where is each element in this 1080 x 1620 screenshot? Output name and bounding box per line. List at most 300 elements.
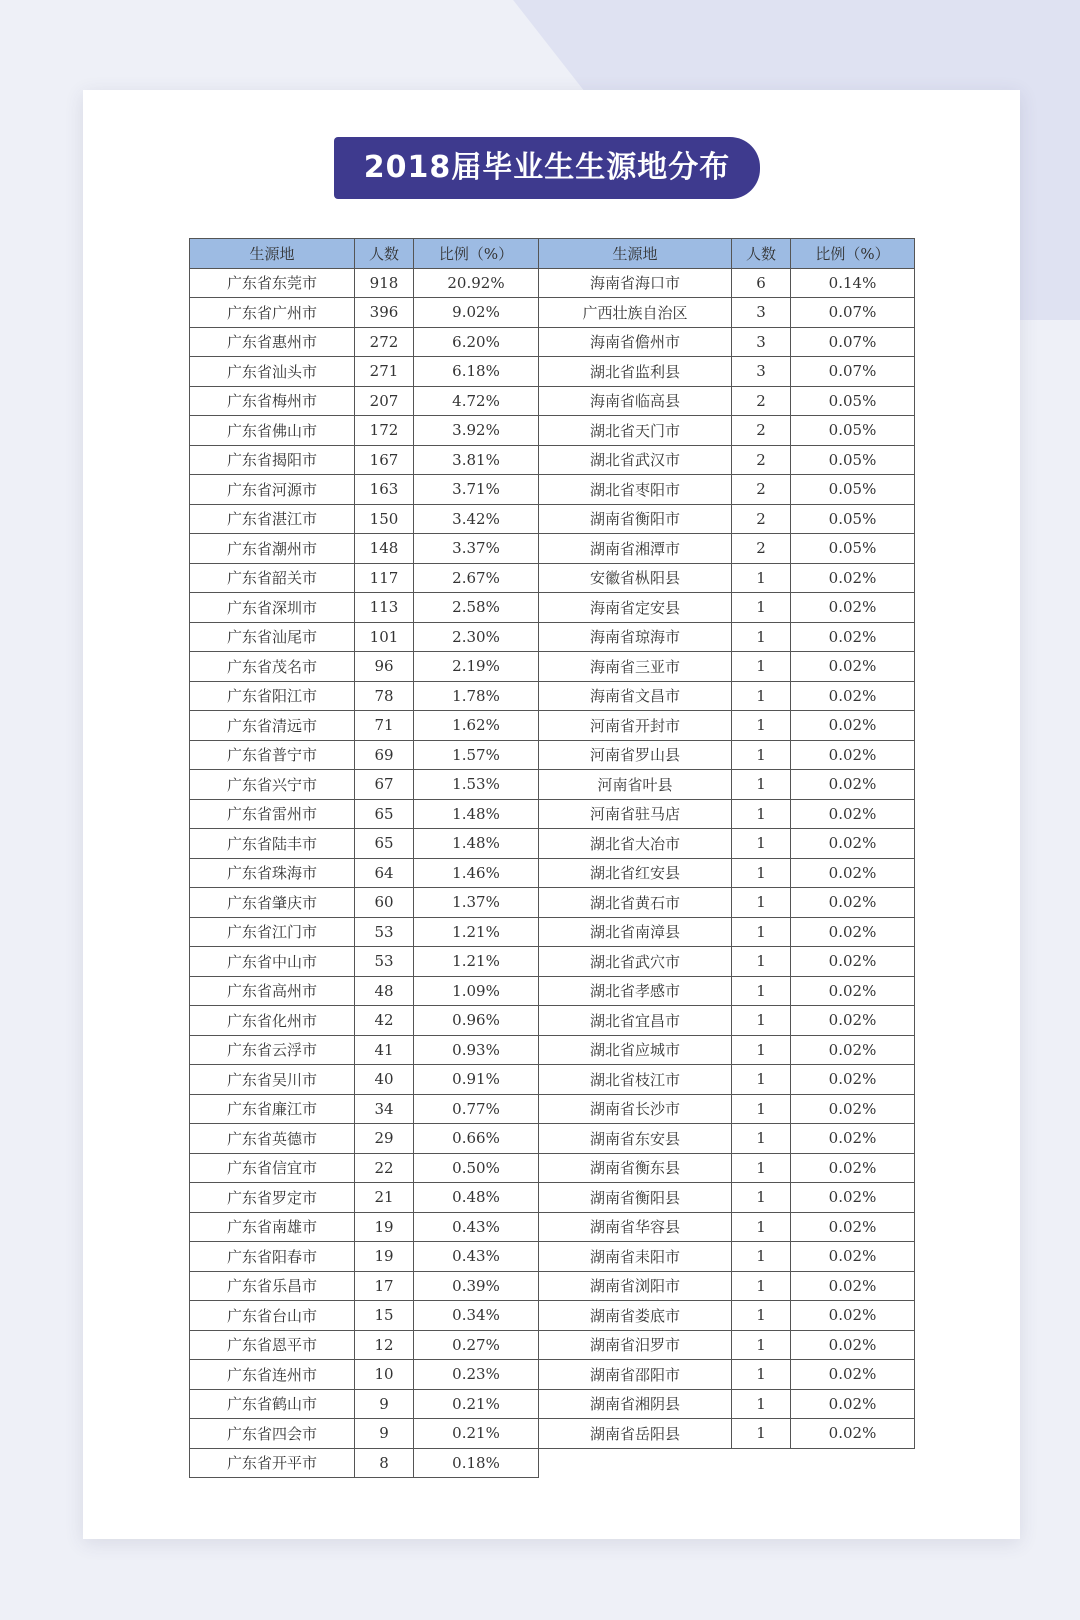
table-row [190, 1212, 539, 1242]
table-header-row [539, 239, 915, 269]
place-cell: 河南省驻马店 [539, 799, 732, 829]
ratio-cell: 0.02% [791, 1301, 915, 1331]
ratio-cell: 0.02% [791, 652, 915, 682]
count-cell: 167 [355, 445, 414, 475]
count-cell: 21 [355, 1183, 414, 1213]
table-row [539, 976, 915, 1006]
place-cell: 广东省汕头市 [190, 357, 355, 387]
table-row [190, 917, 539, 947]
ratio-cell: 0.48% [414, 1183, 539, 1213]
ratio-cell: 0.02% [791, 1065, 915, 1095]
count-cell: 1 [732, 829, 791, 859]
place-cell: 湖南省浏阳市 [539, 1271, 732, 1301]
place-cell: 湖北省南漳县 [539, 917, 732, 947]
table-row [190, 1006, 539, 1036]
table-row [190, 1183, 539, 1213]
ratio-cell: 0.43% [414, 1242, 539, 1272]
table-row [190, 622, 539, 652]
table-row [190, 1124, 539, 1154]
count-cell: 6 [732, 268, 791, 298]
ratio-cell: 0.02% [791, 563, 915, 593]
ratio-cell: 0.05% [791, 534, 915, 564]
table-row [190, 593, 539, 623]
table-row [190, 1153, 539, 1183]
place-cell: 广东省四会市 [190, 1419, 355, 1449]
page-title: 2018届毕业生生源地分布 [334, 137, 760, 199]
place-cell: 湖北省孝感市 [539, 976, 732, 1006]
place-cell: 广东省潮州市 [190, 534, 355, 564]
ratio-cell: 2.19% [414, 652, 539, 682]
count-cell: 1 [732, 858, 791, 888]
ratio-cell: 0.05% [791, 445, 915, 475]
table-row [190, 681, 539, 711]
count-cell: 1 [732, 917, 791, 947]
ratio-cell: 0.18% [414, 1448, 539, 1478]
table-row [539, 1271, 915, 1301]
table-row [539, 534, 915, 564]
table-row [539, 1094, 915, 1124]
place-cell: 海南省儋州市 [539, 327, 732, 357]
ratio-cell: 0.23% [414, 1360, 539, 1390]
count-cell: 1 [732, 1124, 791, 1154]
place-cell: 湖北省监利县 [539, 357, 732, 387]
count-cell: 1 [732, 1153, 791, 1183]
place-cell: 湖南省邵阳市 [539, 1360, 732, 1390]
table-row [539, 917, 915, 947]
place-cell: 湖南省湘阴县 [539, 1389, 732, 1419]
count-cell: 34 [355, 1094, 414, 1124]
count-cell: 1 [732, 770, 791, 800]
place-cell: 湖北省武汉市 [539, 445, 732, 475]
count-cell: 272 [355, 327, 414, 357]
place-cell: 海南省文昌市 [539, 681, 732, 711]
ratio-cell: 0.02% [791, 1271, 915, 1301]
ratio-cell: 0.07% [791, 327, 915, 357]
table-row [190, 268, 539, 298]
count-cell: 1 [732, 652, 791, 682]
count-cell: 1 [732, 1389, 791, 1419]
count-cell: 78 [355, 681, 414, 711]
table-row [190, 298, 539, 328]
count-cell: 71 [355, 711, 414, 741]
table-row [539, 593, 915, 623]
distribution-table-left [189, 238, 539, 1478]
place-cell: 湖北省黄石市 [539, 888, 732, 918]
table-row [539, 1301, 915, 1331]
place-cell: 广东省云浮市 [190, 1035, 355, 1065]
ratio-cell: 0.02% [791, 888, 915, 918]
ratio-cell: 3.37% [414, 534, 539, 564]
place-cell: 湖南省耒阳市 [539, 1242, 732, 1272]
count-cell: 1 [732, 947, 791, 977]
ratio-cell: 6.20% [414, 327, 539, 357]
count-cell: 1 [732, 976, 791, 1006]
header-place: 生源地 [539, 239, 732, 269]
place-cell: 广东省化州市 [190, 1006, 355, 1036]
ratio-cell: 0.21% [414, 1419, 539, 1449]
table-row [539, 858, 915, 888]
table-row [539, 888, 915, 918]
place-cell: 广东省湛江市 [190, 504, 355, 534]
count-cell: 1 [732, 1419, 791, 1449]
count-cell: 1 [732, 1242, 791, 1272]
table-row [539, 1124, 915, 1154]
count-cell: 2 [732, 534, 791, 564]
ratio-cell: 0.50% [414, 1153, 539, 1183]
place-cell: 河南省叶县 [539, 770, 732, 800]
count-cell: 1 [732, 1301, 791, 1331]
ratio-cell: 0.02% [791, 1419, 915, 1449]
table-row [539, 799, 915, 829]
count-cell: 1 [732, 1035, 791, 1065]
place-cell: 广东省连州市 [190, 1360, 355, 1390]
count-cell: 69 [355, 740, 414, 770]
count-cell: 1 [732, 681, 791, 711]
ratio-cell: 1.48% [414, 799, 539, 829]
count-cell: 15 [355, 1301, 414, 1331]
place-cell: 广东省中山市 [190, 947, 355, 977]
ratio-cell: 1.46% [414, 858, 539, 888]
ratio-cell: 0.07% [791, 357, 915, 387]
count-cell: 163 [355, 475, 414, 505]
place-cell: 湖北省红安县 [539, 858, 732, 888]
place-cell: 广东省恩平市 [190, 1330, 355, 1360]
count-cell: 12 [355, 1330, 414, 1360]
ratio-cell: 0.02% [791, 917, 915, 947]
count-cell: 19 [355, 1212, 414, 1242]
ratio-cell: 0.02% [791, 711, 915, 741]
table-row [190, 799, 539, 829]
place-cell: 湖南省岳阳县 [539, 1419, 732, 1449]
table-row [539, 504, 915, 534]
table-row [190, 1271, 539, 1301]
ratio-cell: 0.05% [791, 504, 915, 534]
place-cell: 广东省惠州市 [190, 327, 355, 357]
count-cell: 2 [732, 386, 791, 416]
ratio-cell: 0.02% [791, 1360, 915, 1390]
ratio-cell: 0.02% [791, 829, 915, 859]
place-cell: 河南省罗山县 [539, 740, 732, 770]
ratio-cell: 0.02% [791, 1035, 915, 1065]
place-cell: 广东省乐昌市 [190, 1271, 355, 1301]
ratio-cell: 0.02% [791, 740, 915, 770]
table-row [190, 740, 539, 770]
ratio-cell: 0.02% [791, 858, 915, 888]
ratio-cell: 0.02% [791, 1242, 915, 1272]
count-cell: 65 [355, 829, 414, 859]
place-cell: 湖北省大冶市 [539, 829, 732, 859]
ratio-cell: 0.05% [791, 416, 915, 446]
ratio-cell: 3.92% [414, 416, 539, 446]
place-cell: 广东省英德市 [190, 1124, 355, 1154]
table-row [190, 1448, 539, 1478]
table-row [539, 711, 915, 741]
ratio-cell: 0.02% [791, 622, 915, 652]
place-cell: 广东省鹤山市 [190, 1389, 355, 1419]
ratio-cell: 0.07% [791, 298, 915, 328]
place-cell: 湖南省汨罗市 [539, 1330, 732, 1360]
place-cell: 广东省汕尾市 [190, 622, 355, 652]
count-cell: 271 [355, 357, 414, 387]
ratio-cell: 0.02% [791, 1094, 915, 1124]
count-cell: 9 [355, 1389, 414, 1419]
count-cell: 396 [355, 298, 414, 328]
count-cell: 64 [355, 858, 414, 888]
place-cell: 湖南省华容县 [539, 1212, 732, 1242]
place-cell: 广东省肇庆市 [190, 888, 355, 918]
table-row [539, 1330, 915, 1360]
count-cell: 1 [732, 1330, 791, 1360]
table-row [539, 622, 915, 652]
count-cell: 101 [355, 622, 414, 652]
ratio-cell: 1.62% [414, 711, 539, 741]
place-cell: 广东省兴宁市 [190, 770, 355, 800]
table-row [539, 1183, 915, 1213]
table-row [539, 829, 915, 859]
place-cell: 湖南省衡阳市 [539, 504, 732, 534]
ratio-cell: 0.02% [791, 1006, 915, 1036]
ratio-cell: 0.77% [414, 1094, 539, 1124]
ratio-cell: 0.39% [414, 1271, 539, 1301]
ratio-cell: 1.09% [414, 976, 539, 1006]
place-cell: 湖北省宜昌市 [539, 1006, 732, 1036]
ratio-cell: 0.14% [791, 268, 915, 298]
table-row [539, 1419, 915, 1449]
ratio-cell: 0.43% [414, 1212, 539, 1242]
count-cell: 3 [732, 298, 791, 328]
ratio-cell: 9.02% [414, 298, 539, 328]
table-row [539, 1153, 915, 1183]
count-cell: 60 [355, 888, 414, 918]
table-row [190, 386, 539, 416]
ratio-cell: 0.02% [791, 1153, 915, 1183]
count-cell: 2 [732, 445, 791, 475]
count-cell: 1 [732, 1183, 791, 1213]
ratio-cell: 1.21% [414, 917, 539, 947]
count-cell: 9 [355, 1419, 414, 1449]
ratio-cell: 0.93% [414, 1035, 539, 1065]
count-cell: 10 [355, 1360, 414, 1390]
place-cell: 广东省梅州市 [190, 386, 355, 416]
place-cell: 广东省韶关市 [190, 563, 355, 593]
table-header-row [190, 239, 539, 269]
ratio-cell: 1.37% [414, 888, 539, 918]
count-cell: 96 [355, 652, 414, 682]
ratio-cell: 0.02% [791, 947, 915, 977]
table-row [539, 445, 915, 475]
header-count: 人数 [732, 239, 791, 269]
table-row [539, 386, 915, 416]
table-row [190, 1301, 539, 1331]
count-cell: 1 [732, 593, 791, 623]
table-row [190, 475, 539, 505]
ratio-cell: 0.02% [791, 1330, 915, 1360]
place-cell: 广东省茂名市 [190, 652, 355, 682]
count-cell: 2 [732, 416, 791, 446]
ratio-cell: 1.48% [414, 829, 539, 859]
place-cell: 安徽省枞阳县 [539, 563, 732, 593]
header-ratio: 比例（%） [791, 239, 915, 269]
count-cell: 42 [355, 1006, 414, 1036]
table-row [190, 888, 539, 918]
table-row [539, 740, 915, 770]
header-place: 生源地 [190, 239, 355, 269]
ratio-cell: 0.02% [791, 681, 915, 711]
place-cell: 湖南省长沙市 [539, 1094, 732, 1124]
count-cell: 1 [732, 1360, 791, 1390]
table-row [539, 1360, 915, 1390]
table-row [539, 1035, 915, 1065]
ratio-cell: 0.05% [791, 386, 915, 416]
table-row [190, 770, 539, 800]
ratio-cell: 1.57% [414, 740, 539, 770]
place-cell: 湖北省枣阳市 [539, 475, 732, 505]
count-cell: 67 [355, 770, 414, 800]
ratio-cell: 2.58% [414, 593, 539, 623]
table-row [190, 829, 539, 859]
table-row [190, 858, 539, 888]
count-cell: 2 [732, 504, 791, 534]
ratio-cell: 3.81% [414, 445, 539, 475]
count-cell: 2 [732, 475, 791, 505]
place-cell: 海南省三亚市 [539, 652, 732, 682]
table-row [539, 298, 915, 328]
count-cell: 172 [355, 416, 414, 446]
table-row [539, 475, 915, 505]
table-row [190, 1094, 539, 1124]
ratio-cell: 0.02% [791, 976, 915, 1006]
place-cell: 海南省定安县 [539, 593, 732, 623]
place-cell: 广东省高州市 [190, 976, 355, 1006]
count-cell: 3 [732, 327, 791, 357]
place-cell: 广东省江门市 [190, 917, 355, 947]
ratio-cell: 1.53% [414, 770, 539, 800]
table-row [539, 681, 915, 711]
place-cell: 湖南省娄底市 [539, 1301, 732, 1331]
place-cell: 广东省阳春市 [190, 1242, 355, 1272]
ratio-cell: 0.66% [414, 1124, 539, 1154]
table-row [190, 976, 539, 1006]
place-cell: 广东省东莞市 [190, 268, 355, 298]
table-row [190, 1419, 539, 1449]
count-cell: 53 [355, 917, 414, 947]
place-cell: 广东省廉江市 [190, 1094, 355, 1124]
table-row [539, 1065, 915, 1095]
table-row [539, 268, 915, 298]
table-row [190, 504, 539, 534]
ratio-cell: 0.02% [791, 1124, 915, 1154]
ratio-cell: 4.72% [414, 386, 539, 416]
ratio-cell: 0.02% [791, 1212, 915, 1242]
place-cell: 广东省信宜市 [190, 1153, 355, 1183]
place-cell: 广东省吴川市 [190, 1065, 355, 1095]
table-row [539, 357, 915, 387]
ratio-cell: 0.02% [791, 799, 915, 829]
place-cell: 湖南省衡东县 [539, 1153, 732, 1183]
count-cell: 1 [732, 1065, 791, 1095]
count-cell: 1 [732, 1094, 791, 1124]
place-cell: 广东省南雄市 [190, 1212, 355, 1242]
place-cell: 广东省珠海市 [190, 858, 355, 888]
ratio-cell: 0.96% [414, 1006, 539, 1036]
place-cell: 广东省阳江市 [190, 681, 355, 711]
place-cell: 湖北省天门市 [539, 416, 732, 446]
place-cell: 广东省佛山市 [190, 416, 355, 446]
count-cell: 19 [355, 1242, 414, 1272]
ratio-cell: 3.42% [414, 504, 539, 534]
table-row [190, 947, 539, 977]
count-cell: 113 [355, 593, 414, 623]
place-cell: 广东省开平市 [190, 1448, 355, 1478]
count-cell: 22 [355, 1153, 414, 1183]
table-row [539, 563, 915, 593]
table-row [190, 1330, 539, 1360]
count-cell: 1 [732, 563, 791, 593]
table-row [539, 327, 915, 357]
ratio-cell: 3.71% [414, 475, 539, 505]
ratio-cell: 0.02% [791, 1389, 915, 1419]
ratio-cell: 1.21% [414, 947, 539, 977]
place-cell: 广东省普宁市 [190, 740, 355, 770]
table-row [190, 652, 539, 682]
place-cell: 湖南省衡阳县 [539, 1183, 732, 1213]
count-cell: 8 [355, 1448, 414, 1478]
ratio-cell: 0.34% [414, 1301, 539, 1331]
place-cell: 湖北省武穴市 [539, 947, 732, 977]
table-row [190, 534, 539, 564]
place-cell: 湖南省湘潭市 [539, 534, 732, 564]
count-cell: 207 [355, 386, 414, 416]
count-cell: 29 [355, 1124, 414, 1154]
place-cell: 海南省琼海市 [539, 622, 732, 652]
ratio-cell: 20.92% [414, 268, 539, 298]
place-cell: 广东省台山市 [190, 1301, 355, 1331]
table-row [190, 416, 539, 446]
table-row [190, 563, 539, 593]
ratio-cell: 0.05% [791, 475, 915, 505]
place-cell: 海南省临高县 [539, 386, 732, 416]
place-cell: 广东省罗定市 [190, 1183, 355, 1213]
table-row [190, 1065, 539, 1095]
count-cell: 48 [355, 976, 414, 1006]
table-row [190, 445, 539, 475]
table-row [539, 1212, 915, 1242]
table-row [190, 711, 539, 741]
distribution-table-right [538, 238, 915, 1449]
place-cell: 湖北省应城市 [539, 1035, 732, 1065]
table-row [190, 1389, 539, 1419]
ratio-cell: 0.27% [414, 1330, 539, 1360]
ratio-cell: 1.78% [414, 681, 539, 711]
count-cell: 1 [732, 888, 791, 918]
place-cell: 河南省开封市 [539, 711, 732, 741]
count-cell: 918 [355, 268, 414, 298]
place-cell: 广东省雷州市 [190, 799, 355, 829]
count-cell: 150 [355, 504, 414, 534]
table-row [539, 1242, 915, 1272]
count-cell: 1 [732, 740, 791, 770]
header-ratio: 比例（%） [414, 239, 539, 269]
header-count: 人数 [355, 239, 414, 269]
document-card [83, 90, 1020, 1539]
place-cell: 广东省清远市 [190, 711, 355, 741]
table-row [539, 652, 915, 682]
count-cell: 3 [732, 357, 791, 387]
table-row [539, 1006, 915, 1036]
place-cell: 湖南省东安县 [539, 1124, 732, 1154]
count-cell: 117 [355, 563, 414, 593]
place-cell: 广东省陆丰市 [190, 829, 355, 859]
